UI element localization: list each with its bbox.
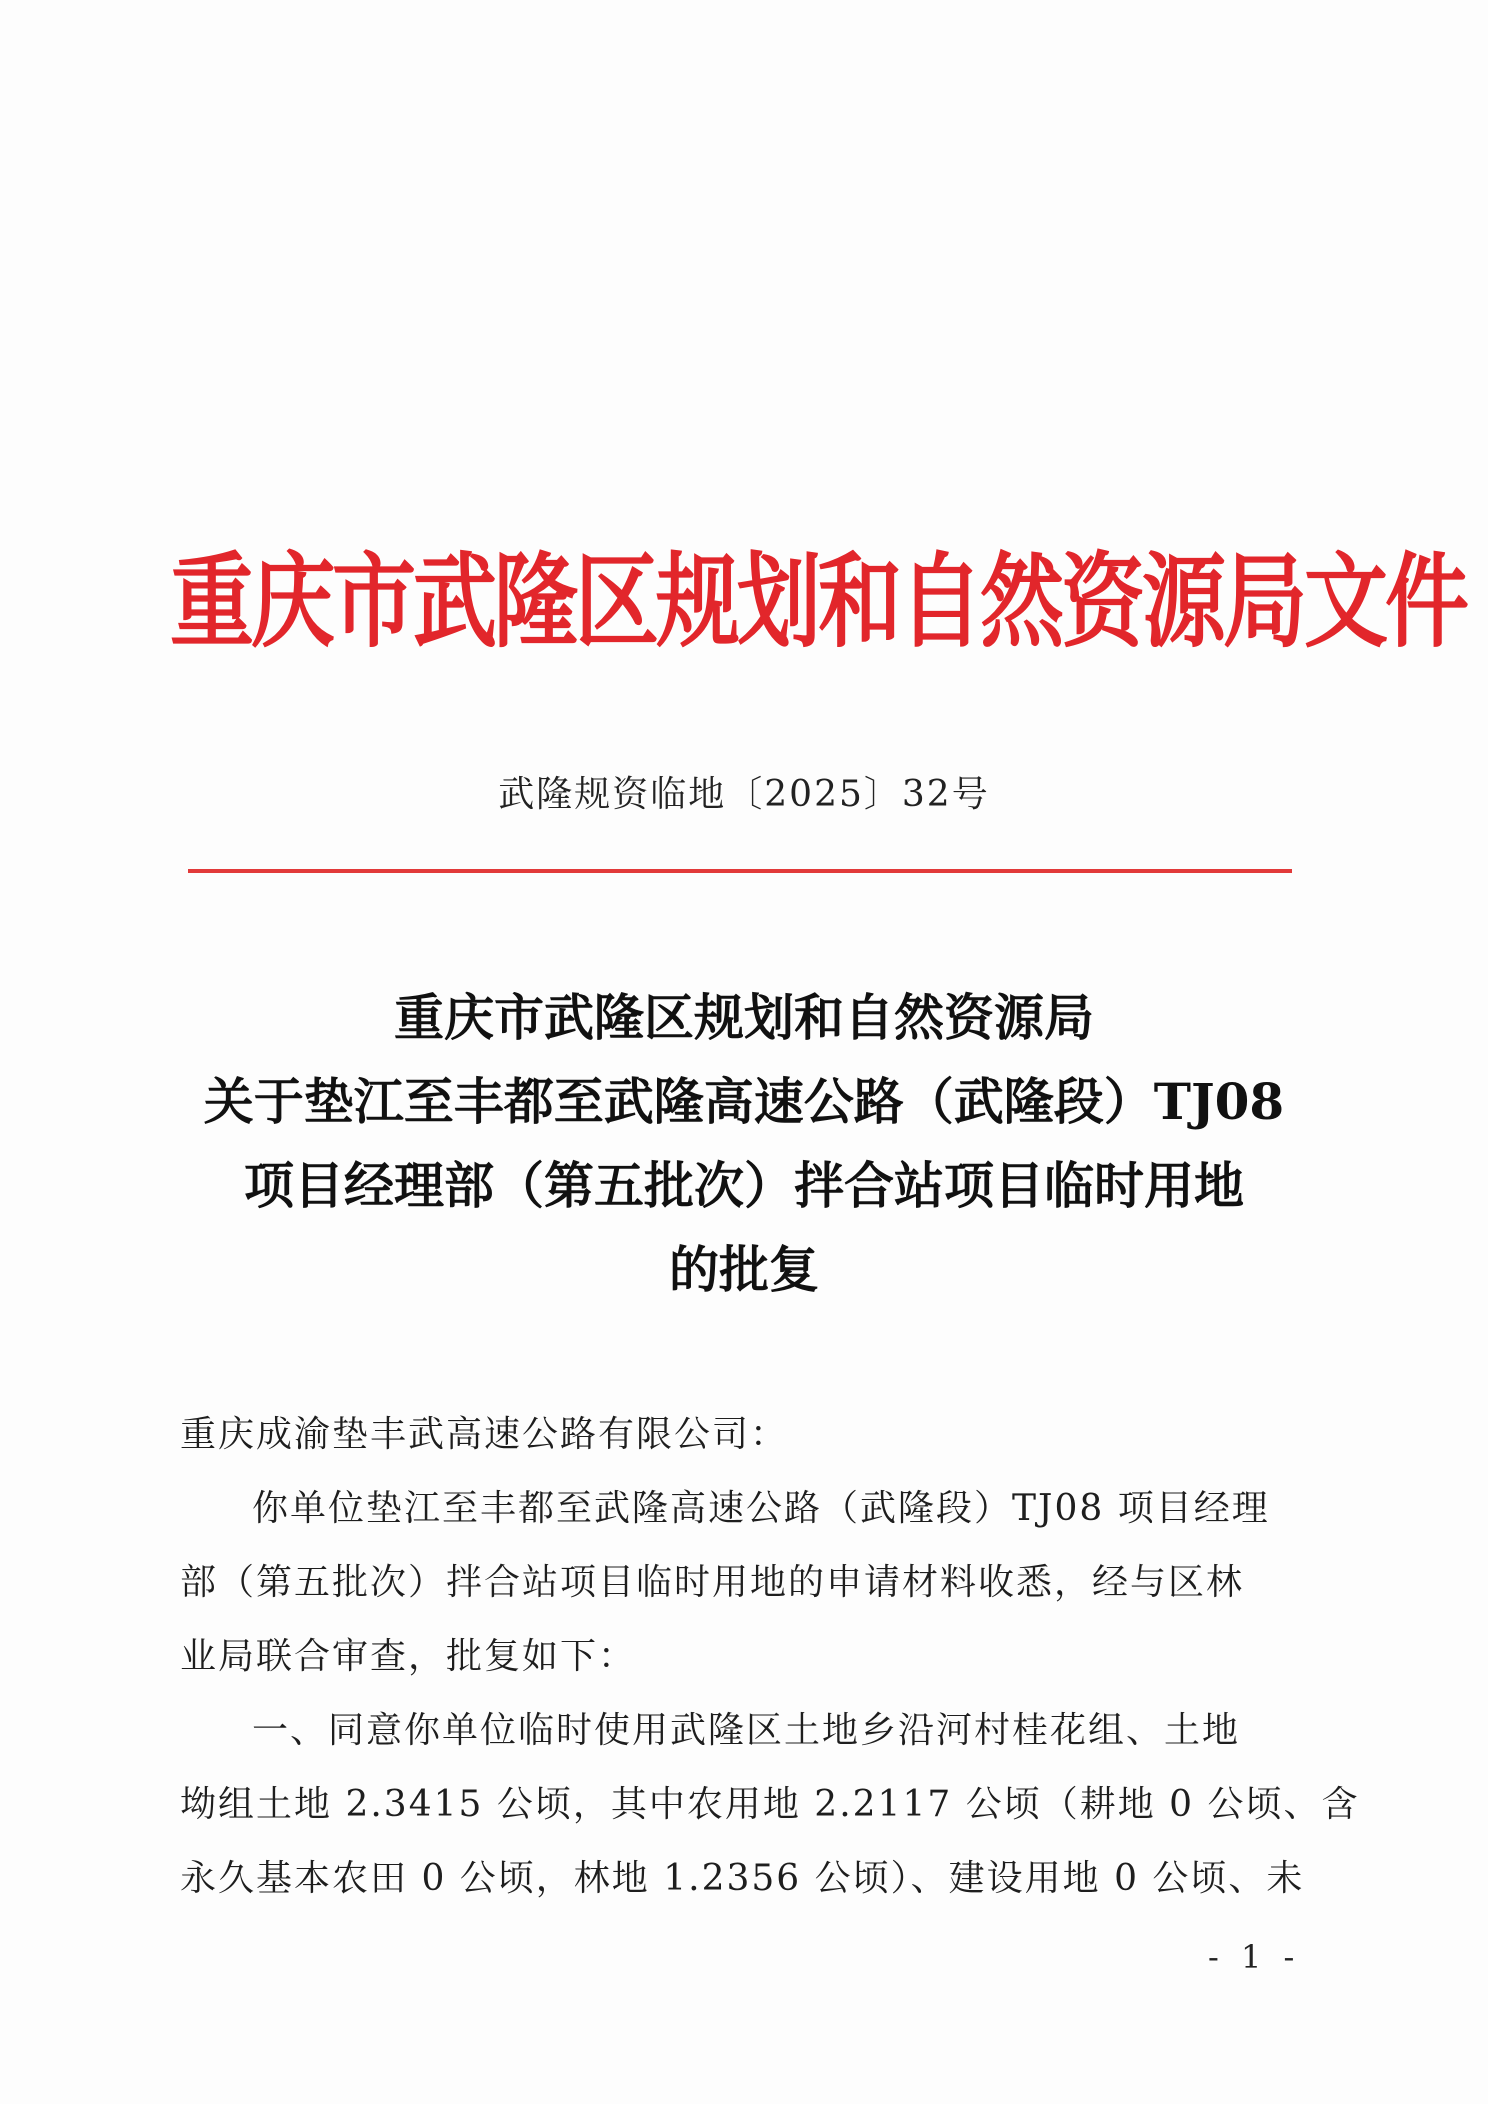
issuing-authority-header: 重庆市武隆区规划和自然资源局文件 (170, 541, 1467, 662)
body-line-4: 一、同意你单位临时使用武隆区土地乡沿河村桂花组、土地 (252, 1710, 1241, 1751)
document-title (150, 976, 1338, 1312)
title-line-4: 的批复 (669, 1240, 819, 1299)
title-line-1: 重庆市武隆区规划和自然资源局 (394, 988, 1094, 1047)
body-line-5: 坳组土地 2.3415 公顷，其中农用地 2.2117 公顷（耕地 0 公顷、含 (180, 1784, 1360, 1825)
body-line-1: 你单位垫江至丰都至武隆高速公路（武隆段）TJ08 项目经理 (252, 1488, 1270, 1529)
addressee: 重庆成渝垫丰武高速公路有限公司： (180, 1414, 789, 1455)
red-divider-line (188, 869, 1292, 873)
body-line-6: 永久基本农田 0 公顷，林地 1.2356 公顷）、建设用地 0 公顷、未 (180, 1858, 1305, 1899)
body-line-3: 业局联合审查，批复如下： (180, 1636, 637, 1677)
document-number: 武隆规资临地〔2025〕32号 (498, 774, 990, 815)
document-body (180, 1398, 1360, 1916)
body-line-2: 部（第五批次）拌合站项目临时用地的申请材料收悉，经与区林 (180, 1562, 1245, 1603)
title-line-3: 项目经理部（第五批次）拌合站项目临时用地 (244, 1156, 1244, 1215)
page-number: - 1 - (1208, 1938, 1301, 1976)
title-line-2: 关于垫江至丰都至武隆高速公路（武隆段）TJ08 (203, 1072, 1285, 1131)
